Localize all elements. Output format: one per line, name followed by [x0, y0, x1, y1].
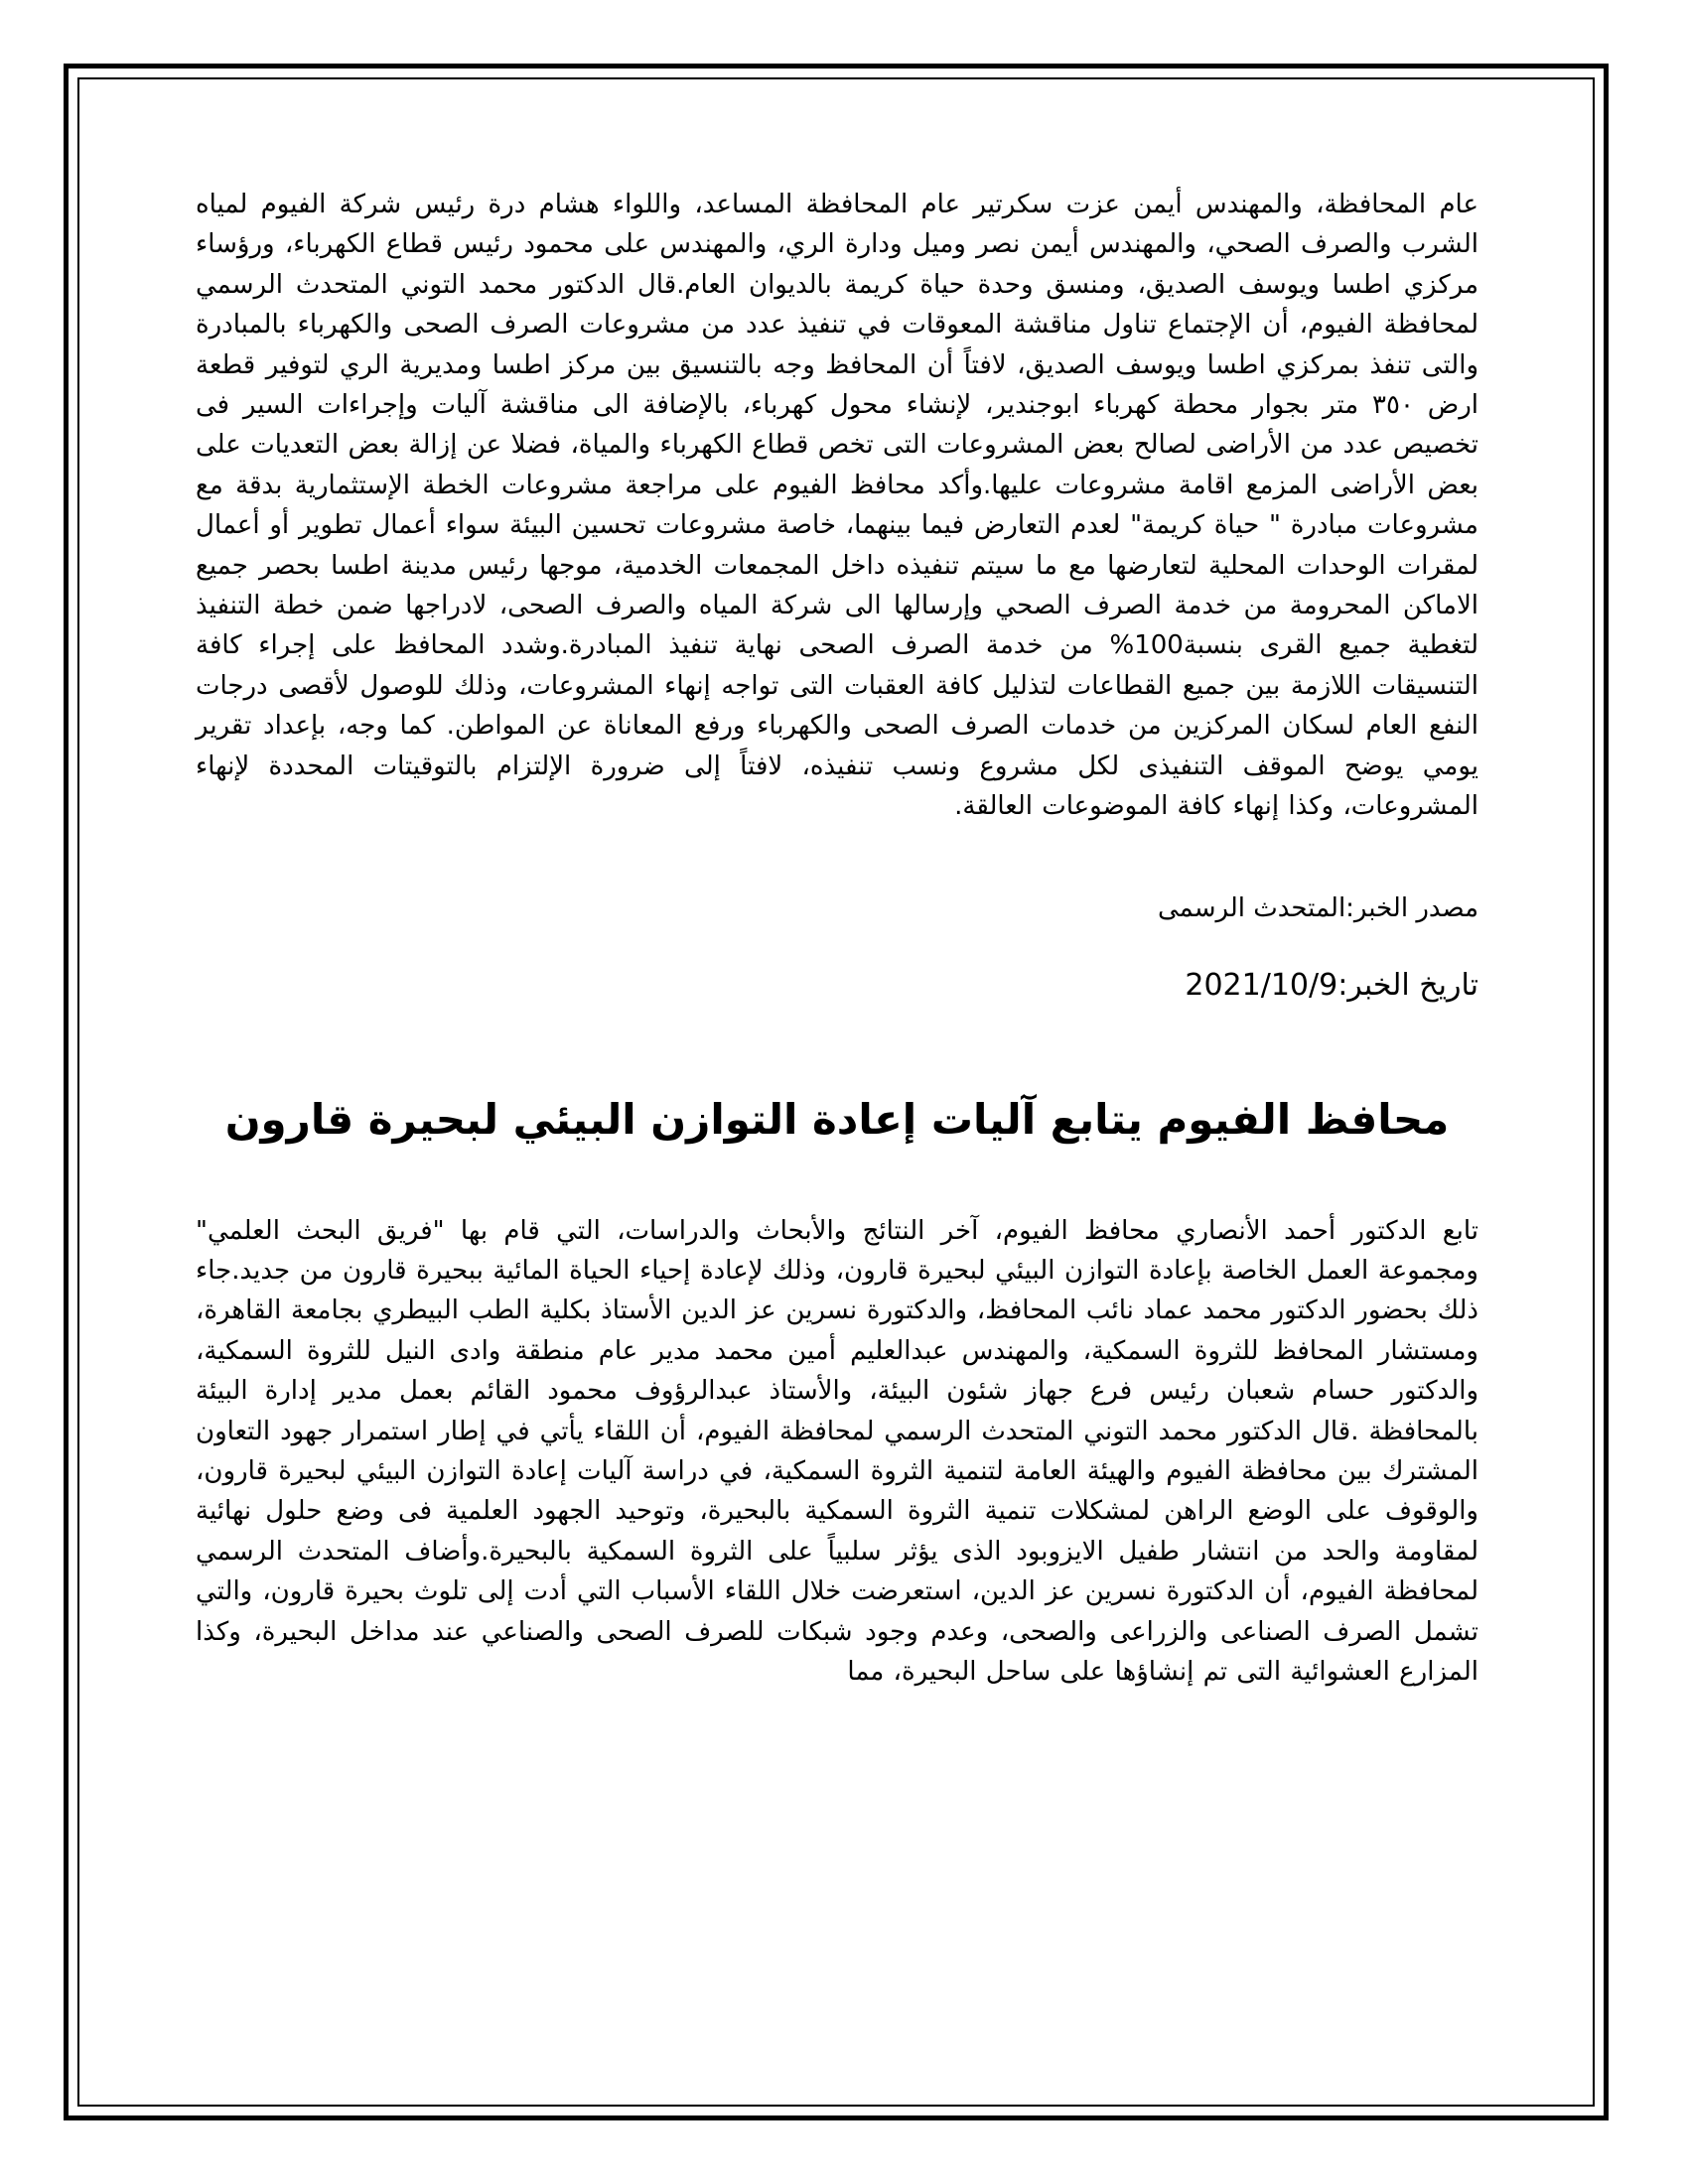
article-1-source: مصدر الخبر:المتحدث الرسمى [1158, 892, 1478, 923]
article-2-headline: محافظ الفيوم يتابع آليات إعادة التوازن البيئي لبحيرة قارون [224, 1094, 1450, 1144]
document-content [196, 185, 1478, 1692]
article-1-body: عام المحافظة، والمهندس أيمن عزت سكرتير عام المحافظة المساعد، واللواء هشام درة رئيس شركة الفيوم لمياه الشرب والصرف الصحي، والمهندس أيمن نصر وميل ودارة الري، والمهندس على محمود رئيس قطاع الكهرباء، ورؤساء مركزي اطسا ويوسف الصديق، ومنسق وحدة حياة كريمة بالديوان العام.قال الدكتور محمد التوني المتحدث الرسمي لمحافظة الفيوم، أن الإجتماع تناول مناقشة المعوقات في تنفيذ عدد من مشروعات الصرف الصحى والكهرباء بالمبادرة والتى تنفذ بمركزي اطسا ويوسف الصديق، لافتاً أن المحافظ وجه بالتنسيق بين مركز اطسا ومديرية الري لتوفير قطعة ارض ٣٥٠ متر بجوار محطة كهرباء ابوجندير، لإنشاء محول كهرباء، بالإضافة الى مناقشة آليات وإجراءات السير فى تخصيص عدد من الأراضى لصالح بعض المشروعات التى تخص قطاع الكهرباء والمياة، فضلا عن إزالة بعض التعديات على بعض الأراضى المزمع اقامة مشروعات عليها.وأكد محافظ الفيوم على مراجعة مشروعات الخطة الإستثمارية بدقة مع مشروعات مبادرة " حياة كريمة" لعدم التعارض فيما بينهما، خاصة مشروعات تحسين البيئة سواء أعمال تطوير أو أعمال لمقرات الوحدات المحلية لتعارضها مع ما سيتم تنفيذه داخل المجمعات الخدمية، موجها رئيس مدينة اطسا بحصر جميع الاماكن المحرومة من خدمة الصرف الصحي وإرسالها الى شركة المياه والصرف الصحى، لادراجها ضمن خطة التنفيذ لتغطية جميع القرى بنسبة100% من خدمة الصرف الصحى نهاية تنفيذ المبادرة.وشدد المحافظ على إجراء كافة التنسيقات اللازمة بين جميع القطاعات لتذليل كافة العقبات التى تواجه إنهاء المشروعات، وذلك للوصول لأقصى درجات النفع العام لسكان المركزين من خدمات الصرف الصحى والكهرباء ورفع المعاناة عن المواطن. كما وجه، بإعداد تقرير يومي يوضح الموقف التنفيذى لكل مشروع ونسب تنفيذه، لافتاً إلى ضرورة الإلتزام بالتوقيتات المحددة لإنهاء المشروعات، وكذا إنهاء كافة الموضوعات العالقة. [196, 190, 1478, 822]
article-2-body: تابع الدكتور أحمد الأنصاري محافظ الفيوم، آخر النتائج والأبحاث والدراسات، التي قام بها "فريق البحث العلمي" ومجموعة العمل الخاصة بإعادة التوازن البيئي لبحيرة قارون، وذلك لإعادة إحياء الحياة المائية ببحيرة قارون من جديد.جاء ذلك بحضور الدكتور محمد عماد نائب المحافظ، والدكتورة نسرين عز الدين الأستاذ بكلية الطب البيطري بجامعة القاهرة، ومستشار المحافظ للثروة السمكية، والمهندس عبدالعليم أمين محمد مدير عام منطقة وادى النيل للثروة السمكية، والدكتور حسام شعبان رئيس فرع جهاز شئون البيئة، والأستاذ عبدالرؤوف محمود القائم بعمل مدير إدارة البيئة بالمحافظة .قال الدكتور محمد التوني المتحدث الرسمي لمحافظة الفيوم، أن اللقاء يأتي في إطار استمرار جهود التعاون المشترك بين محافظة الفيوم والهيئة العامة لتنمية الثروة السمكية، في دراسة آليات إعادة التوازن البيئي لبحيرة قارون، والوقوف على الوضع الراهن لمشكلات تنمية الثروة السمكية بالبحيرة، وتوحيد الجهود العلمية فى وضع حلول نهائية لمقاومة والحد من انتشار طفيل الايزوبود الذى يؤثر سلبياً على الثروة السمكية بالبحيرة.وأضاف المتحدث الرسمي لمحافظة الفيوم، أن الدكتورة نسرين عز الدين، استعرضت خلال اللقاء الأسباب التي أدت إلى تلوث بحيرة قارون، والتي تشمل الصرف الصناعى والزراعى والصحى، وعدم وجود شبكات للصرف الصحى والصناعي عند مداخل البحيرة، وكذا المزارع العشوائية التى تم إنشاؤها على ساحل البحيرة، مما [196, 1215, 1478, 1687]
article-1-date: تاريخ الخبر:2021/10/9 [1185, 967, 1478, 1003]
